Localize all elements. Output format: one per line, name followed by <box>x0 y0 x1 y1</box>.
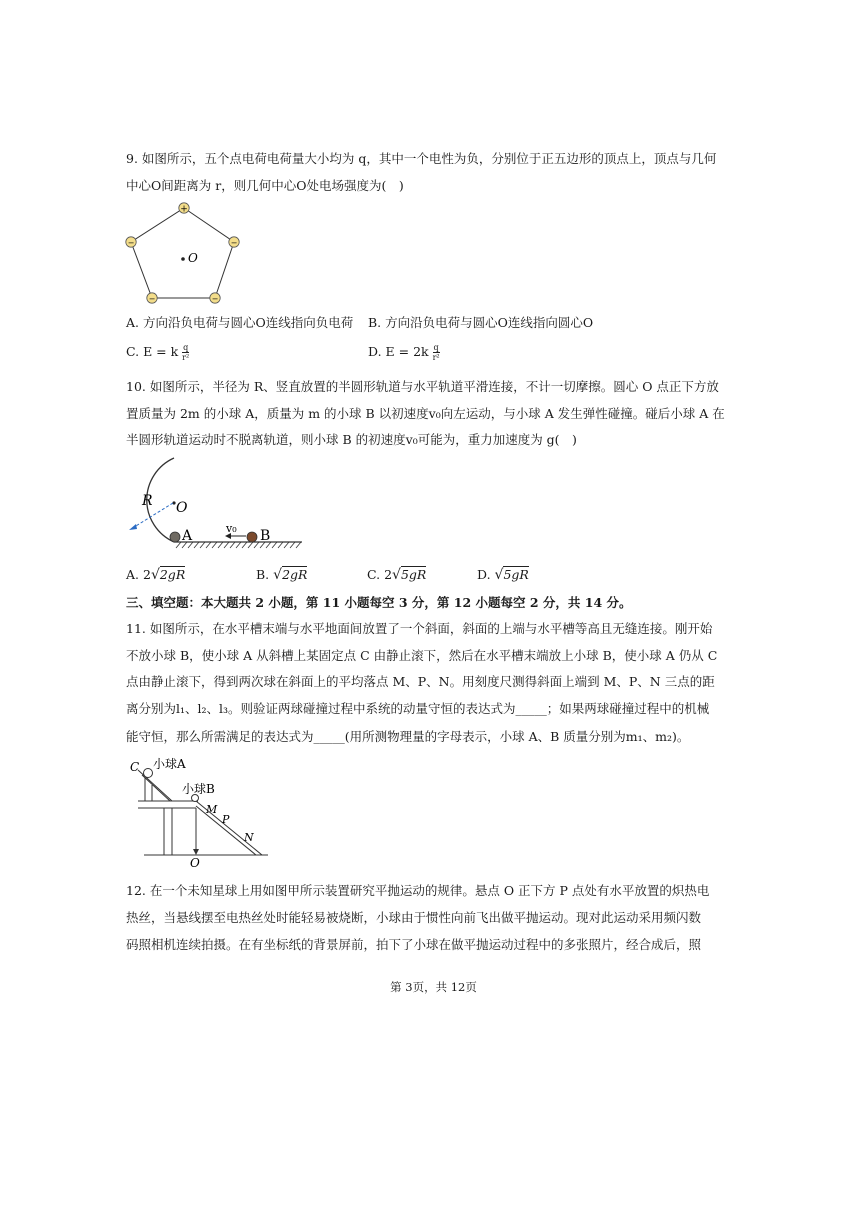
q9-text-line1: 9. 如图所示，五个点电荷电荷量大小均为 q，其中一个电性为负，分别位于正五边形的顶点上，顶点与几何 <box>126 151 717 166</box>
label-ball-b: 小球B <box>182 782 215 796</box>
q10-option-a: A. 2√2gR <box>126 567 186 583</box>
q9-option-b: B. 方向沿负电荷与圆心O连线指向圆心O <box>368 315 594 330</box>
q10-text-line1: 10. 如图所示，半径为 R、竖直放置的半圆形轨道与水平轨道平滑连接，不计一切摩擦。圆心 O 点正下方放 <box>126 379 719 394</box>
label-n: N <box>244 831 254 844</box>
radius-arrowhead <box>129 524 137 530</box>
q9-option-d: D. E = 2k $\frac{q}{\text{r²}}$ <box>368 343 440 362</box>
svg-text:−: − <box>148 294 156 304</box>
ground-hatching <box>176 542 301 548</box>
label-m: M <box>206 803 218 816</box>
label-o: O <box>176 500 188 516</box>
positive-charge <box>179 203 189 215</box>
q12-text-line1: 12. 在一个未知星球上用如图甲所示装置研究平抛运动的规律。悬点 O 正下方 P 点处有水平放置的炽热电 <box>126 883 710 898</box>
label-r: R <box>142 493 153 509</box>
label-b: B <box>260 528 271 544</box>
semicircle-track-figure <box>118 452 308 557</box>
charge-bottom-right <box>210 293 220 304</box>
charge-right <box>229 237 239 248</box>
pentagon-outline <box>131 208 234 298</box>
q12-text-line3: 码照相机连续拍摄。在有坐标纸的背景屏前，拍下了小球在做平抛运动过程中的多张照片，经合成后，照 <box>126 937 702 952</box>
svg-text:−: − <box>230 238 238 248</box>
plumb-arrowhead <box>193 849 199 855</box>
page-footer: 第 3页，共 12页 <box>390 980 477 994</box>
section-3-heading: 三、填空题：本大题共 2 小题，第 11 小题每空 3 分，第 12 小题每空 2 分，共 14 分。 <box>126 595 632 610</box>
q11-text-line2: 不放小球 B，使小球 A 从斜槽上某固定点 C 由静止滚下，然后在水平槽末端放上小球 B，使小球 A 仍从 C <box>126 648 718 663</box>
ball-a <box>170 532 180 542</box>
q10-text-line2: 置质量为 2m 的小球 A，质量为 m 的小球 B 以初速度v₀向左运动，与小球 A 发生弹性碰撞。碰后小球 A 在 <box>126 406 725 421</box>
label-o: O <box>190 856 200 870</box>
q11-text-line5: 能守恒，那么所需满足的表达式为_____(用所测物理量的字母表示，小球 A、B 质量分别为m₁、m₂)。 <box>126 729 690 744</box>
center-point <box>181 257 185 261</box>
charge-left <box>126 237 136 248</box>
q10-text-line3: 半圆形轨道运动时不脱离轨道，则小球 B 的初速度v₀可能为，重力加速度为 g( ) <box>126 432 577 447</box>
q11-text-line1: 11. 如图所示，在水平槽末端与水平地面间放置了一个斜面，斜面的上端与水平槽等高且无缝连接。刚开始 <box>126 621 713 636</box>
q11-text-line3: 点由静止滚下，得到两次球在斜面上的平均落点 M、P、N。用刻度尺测得斜面上端到 M、P、N 三点的距 <box>126 674 715 689</box>
svg-text:−: − <box>211 294 219 304</box>
charge-bottom-left <box>147 293 157 304</box>
svg-text:+: + <box>180 204 188 215</box>
svg-text:−: − <box>127 238 135 248</box>
label-p: P <box>222 813 230 826</box>
label-c: C <box>130 760 140 774</box>
chute-lower <box>142 775 170 801</box>
q10-option-c: C. 2√5gR <box>367 567 427 583</box>
q9-option-c: C. E = k $\frac{q}{\text{r²}}$ <box>126 343 190 362</box>
pentagon-charge-figure <box>118 198 248 308</box>
label-a: A <box>182 528 193 544</box>
q9-text-line2: 中心O间距离为 r，则几何中心O处电场强度为( ) <box>126 178 404 193</box>
chute-upper <box>138 770 172 801</box>
q12-text-line2: 热丝，当悬线摆至电热丝处时能轻易被烧断，小球由于惯性向前飞出做平抛运动。现对此运动采用频闪数 <box>126 910 702 925</box>
incline-collision-figure <box>128 756 278 871</box>
label-v0: v₀ <box>226 522 237 535</box>
q9-option-a: A. 方向沿负电荷与圆心O连线指向负电荷 <box>126 315 354 330</box>
center-label: O <box>188 251 198 265</box>
q10-option-b: B. √2gR <box>256 567 308 583</box>
ball-b <box>247 532 257 542</box>
q10-option-d: D. √5gR <box>477 567 529 583</box>
ball-a-circle <box>144 769 153 778</box>
label-ball-a: 小球A <box>153 757 186 771</box>
q11-text-line4: 离分别为l₁、l₂、l₃。则验证两球碰撞过程中系统的动量守恒的表达式为_____；如果两球碰撞过程中的机械 <box>126 701 710 716</box>
